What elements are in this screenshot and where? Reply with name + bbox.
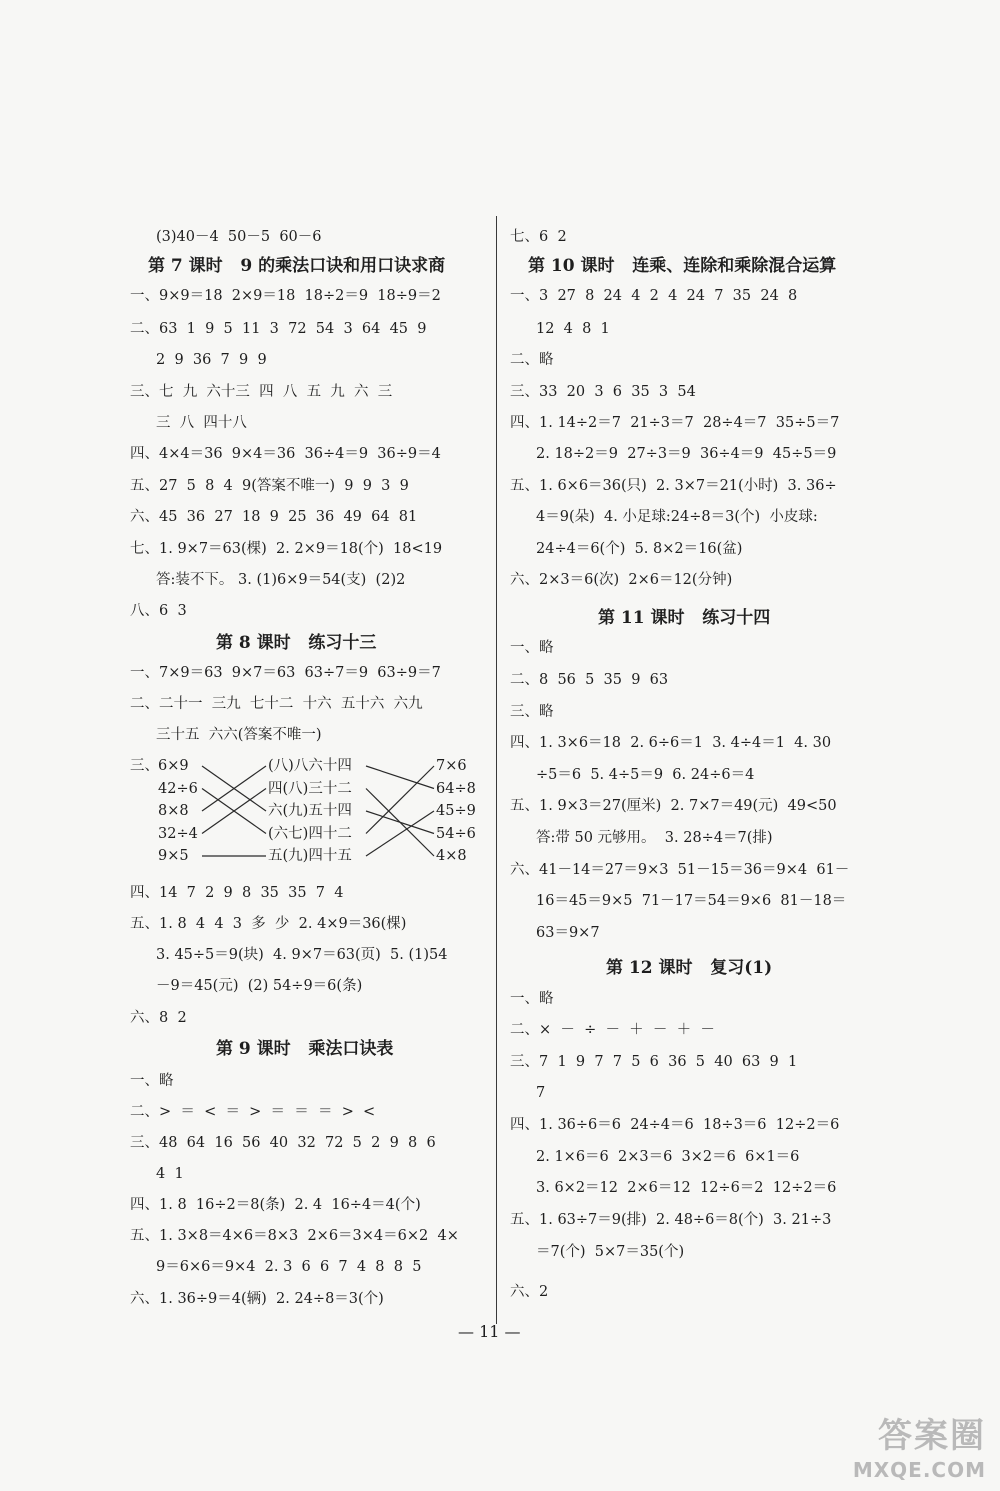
answer-line: 三、33 20 3 6 35 3 54 <box>510 384 696 400</box>
page-number: — 11 — <box>458 1322 521 1341</box>
answer-line: 3. 45÷5＝9(块) 4. 9×7＝63(页) 5. (1)54 <box>156 947 448 963</box>
matching-link-right <box>366 811 434 856</box>
answer-line: 四、4×4＝36 9×4＝36 36÷4＝9 36÷9＝4 <box>130 446 441 462</box>
answer-line: 二、8 56 5 35 9 63 <box>510 672 669 688</box>
matching-link-right <box>366 766 434 834</box>
section-heading: 第 10 课时 连乘、连除和乘除混合运算 <box>528 256 837 276</box>
answer-line: 三、48 64 16 56 40 32 72 5 2 9 8 6 <box>130 1135 436 1151</box>
answer-line: 答:带 50 元够用。 3. 28÷4＝7(排) <box>536 830 773 846</box>
answer-line: 五、27 5 8 4 9(答案不唯一) 9 9 3 9 <box>130 478 409 494</box>
answer-line: 四、1. 3×6＝18 2. 6÷6＝1 3. 4÷4＝1 4. 30 <box>510 735 832 751</box>
answer-line: 63＝9×7 <box>536 925 600 941</box>
watermark-bottom: MXQE.COM <box>852 1458 986 1482</box>
answer-line: 16＝45＝9×5 71－17＝54＝9×6 81－18＝ <box>536 893 847 909</box>
answer-line: 一、3 27 8 24 4 2 4 24 7 35 24 8 <box>510 288 798 304</box>
matching-right-item: 64÷8 <box>436 780 476 797</box>
answer-line: 二、略 <box>510 352 554 368</box>
answer-line: 24÷4＝6(个) 5. 8×2＝16(盆) <box>536 541 743 557</box>
answer-line: 七、1. 9×7＝63(棵) 2. 2×9＝18(个) 18<19 <box>130 541 443 557</box>
answer-line: 四、1. 14÷2＝7 21÷3＝7 28÷4＝7 35÷5＝7 <box>510 415 840 431</box>
answer-line: 一、9×9＝18 2×9＝18 18÷2＝9 18÷9＝2 <box>130 288 441 304</box>
answer-line: 12 4 8 1 <box>536 321 610 337</box>
answer-line: 五、1. 3×8＝4×6＝8×3 2×6＝3×4＝6×2 4× <box>130 1228 459 1244</box>
watermark-logo <box>818 1408 986 1484</box>
matching-left-item: 42÷6 <box>158 780 198 797</box>
answer-line: 六、1. 36÷9＝4(辆) 2. 24÷8＝3(个) <box>130 1291 384 1307</box>
answer-line: ÷5＝6 5. 4÷5＝9 6. 24÷6＝4 <box>536 767 755 783</box>
answer-line: 三 八 四十八 <box>156 415 247 431</box>
matching-middle-item: 四(八)三十二 <box>268 780 352 797</box>
answer-line: 一、7×9＝63 9×7＝63 63÷7＝9 63÷9＝7 <box>130 665 441 681</box>
answer-line: 一、略 <box>510 640 554 656</box>
matching-left-item: 9×5 <box>158 848 189 864</box>
matching-link-right <box>366 766 434 789</box>
section-heading: 第 11 课时 练习十四 <box>598 608 771 628</box>
answer-line: 三、七 九 六十三 四 八 五 九 六 三 <box>130 384 393 400</box>
answer-line: 7 <box>536 1085 546 1101</box>
answer-line: 五、1. 6×6＝36(只) 2. 3×7＝21(小时) 3. 36÷ <box>510 478 837 494</box>
answer-line: －9＝45(元) (2) 54÷9＝6(条) <box>156 978 363 994</box>
answer-line: ＝7(个) 5×7＝35(个) <box>536 1244 685 1260</box>
answer-line: 二、> ＝ < ＝ > ＝ ＝ ＝ > < <box>130 1104 376 1120</box>
matching-right-item: 7×6 <box>436 758 467 774</box>
matching-right-item: 54÷6 <box>436 825 476 842</box>
matching-lines <box>130 212 482 912</box>
answer-line: 三、7 1 9 7 7 5 6 36 5 40 63 9 1 <box>510 1054 798 1070</box>
column-divider <box>496 216 497 1324</box>
answer-line: 2. 18÷2＝9 27÷3＝9 36÷4＝9 45÷5＝9 <box>536 446 837 462</box>
answer-line: 四、1. 8 16÷2＝8(条) 2. 4 16÷4＝4(个) <box>130 1197 421 1213</box>
answer-line: 五、1. 63÷7＝9(排) 2. 48÷6＝8(个) 3. 21÷3 <box>510 1212 832 1228</box>
answer-line: 答:装不下。 3. (1)6×9＝54(支) (2)2 <box>156 572 406 588</box>
answer-line: 三十五 六六(答案不唯一) <box>156 727 322 743</box>
matching-right-item: 45÷9 <box>436 803 476 819</box>
section-heading: 第 12 课时 复习(1) <box>606 958 773 978</box>
answer-line: 六、45 36 27 18 9 25 36 49 64 81 <box>130 509 418 525</box>
matching-middle-item: (六七)四十二 <box>268 825 352 842</box>
answer-line: 二、× － ÷ － ＋ － ＋ － <box>510 1022 715 1038</box>
matching-middle-item: 五(九)四十五 <box>268 848 352 864</box>
answer-line: 二、二十一 三九 七十二 十六 五十六 六九 <box>130 696 423 712</box>
answer-line: 三、略 <box>510 704 554 720</box>
answer-line: 2. 1×6＝6 2×3＝6 3×2＝6 6×1＝6 <box>536 1149 800 1165</box>
matching-label: 三、 <box>130 758 159 774</box>
matching-middle-item: 六(九)五十四 <box>268 803 352 819</box>
answer-line: 4 1 <box>156 1166 184 1182</box>
answer-line: 四、1. 36÷6＝6 24÷4＝6 18÷3＝6 12÷2＝6 <box>510 1117 840 1133</box>
answer-line: (3)40－4 50－5 60－6 <box>156 229 322 245</box>
matching-left-item: 32÷4 <box>158 825 198 842</box>
answer-line: 一、略 <box>510 991 554 1007</box>
section-heading: 第 8 课时 练习十三 <box>216 633 377 653</box>
answer-line: 9＝6×6＝9×4 2. 3 6 6 7 4 8 8 5 <box>156 1259 422 1275</box>
matching-left-item: 6×9 <box>158 758 189 774</box>
answer-line: 五、1. 8 4 4 3 多 少 2. 4×9＝36(棵) <box>130 916 407 932</box>
answer-line: 六、8 2 <box>130 1010 187 1026</box>
section-heading: 第 7 课时 9 的乘法口诀和用口诀求商 <box>148 256 446 276</box>
answer-line: 六、2 <box>510 1284 549 1300</box>
section-heading: 第 9 课时 乘法口诀表 <box>216 1039 394 1059</box>
answer-line: 五、1. 9×3＝27(厘米) 2. 7×7＝49(元) 49<50 <box>510 798 837 814</box>
answer-line: 2 9 36 7 9 9 <box>156 352 267 368</box>
answer-line: 七、6 2 <box>510 229 567 245</box>
answer-line: 二、63 1 9 5 11 3 72 54 3 64 45 9 <box>130 321 427 337</box>
answer-line: 六、2×3＝6(次) 2×6＝12(分钟) <box>510 572 733 588</box>
answer-line: 4＝9(朵) 4. 小足球:24÷8＝3(个) 小皮球: <box>536 509 818 525</box>
matching-middle-item: (八)八六十四 <box>268 758 352 774</box>
matching-left-item: 8×8 <box>158 803 189 819</box>
watermark-top: 答案圈 <box>878 1416 986 1456</box>
answer-line: 3. 6×2＝12 2×6＝12 12÷6＝2 12÷2＝6 <box>536 1180 837 1196</box>
answer-line: 八、6 3 <box>130 603 187 619</box>
answer-line: 六、41－14＝27＝9×3 51－15＝36＝9×4 61－ <box>510 862 850 878</box>
answer-line: 四、14 7 2 9 8 35 35 7 4 <box>130 885 344 901</box>
matching-right-item: 4×8 <box>436 848 467 864</box>
matching-link-right <box>366 811 434 834</box>
answer-line: 一、略 <box>130 1073 174 1089</box>
